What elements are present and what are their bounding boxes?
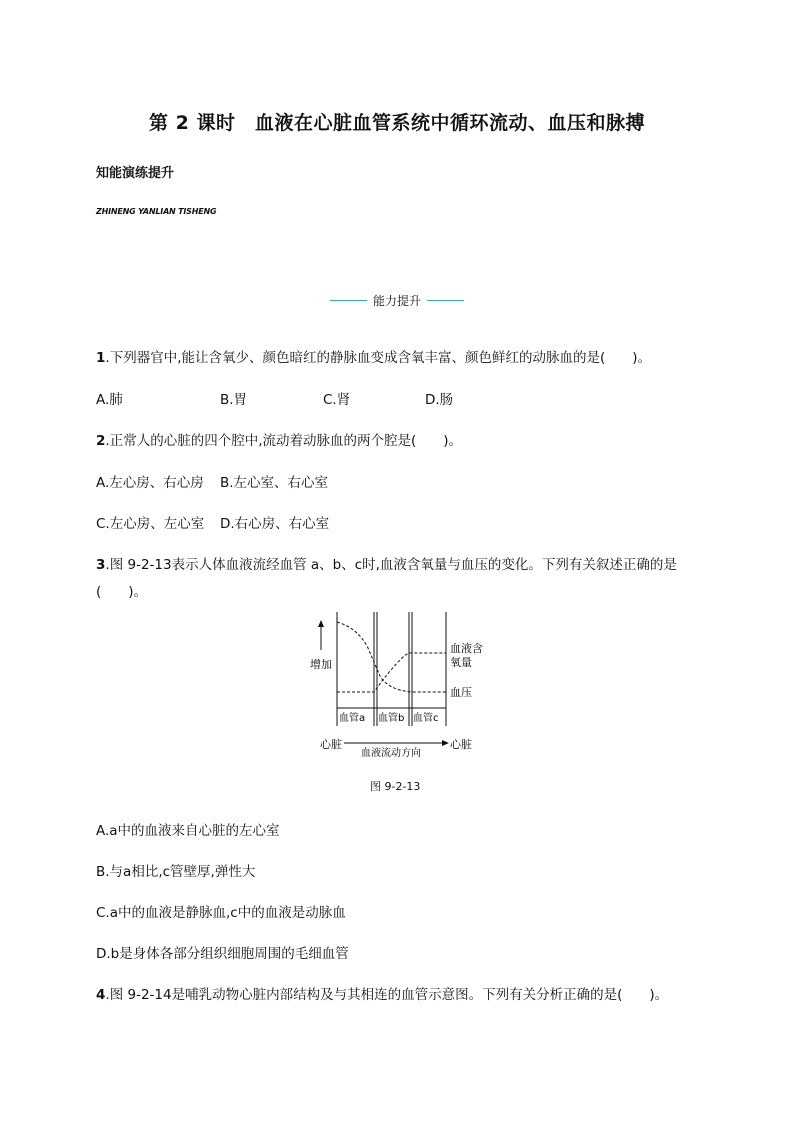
figure-9-2-13 (300, 612, 500, 762)
vessel-c-label: 血管c (413, 713, 439, 724)
blood-oxygen-curve (337, 653, 446, 692)
question-3-option-a: A.a中的血液来自心脏的左心室 (96, 823, 280, 839)
question-2-option-a: A.左心房、右心房 (96, 475, 204, 491)
question-number: 1 (96, 350, 106, 366)
oxygen-label-line-2: 氧量 (450, 656, 472, 669)
divider-label: 能力提升 (372, 294, 421, 308)
question-3-option-b: B.与a相比,c管壁厚,弹性大 (96, 864, 256, 880)
question-number: 4 (96, 987, 106, 1003)
question-2-option-d: D.右心房、右心室 (220, 516, 330, 532)
question-stem: .图 9-2-13表示人体血液流经血管 a、b、c时,血液含氧量与血压的变化。下列有关叙述正确的是 (105, 557, 677, 573)
question-2-option-b: B.左心室、右心室 (220, 475, 329, 491)
blood-pressure-curve (337, 622, 446, 692)
section-pinyin: ZHINENG YANLIAN TISHENG (96, 207, 217, 216)
lesson-title: 第 2 课时 血液在心脏血管系统中循环流动、血压和脉搏 (149, 112, 645, 134)
question-2 (96, 429, 462, 449)
flow-direction-label: 血液流动方向 (361, 748, 421, 759)
oxygen-label-line-1: 血液含 (450, 642, 483, 655)
question-1 (96, 346, 651, 366)
question-number: 2 (96, 433, 106, 449)
question-stem: .下列器官中,能让含氧少、颜色暗红的静脉血变成含氧丰富、颜色鲜红的动脉血的是( )。 (105, 350, 652, 366)
flow-start-label: 心脏 (320, 738, 342, 751)
vessel-a-label: 血管a (339, 713, 366, 724)
y-axis-arrow-head (318, 620, 324, 627)
question-stem: .正常人的心脏的四个腔中,流动着动脉血的两个腔是( )。 (105, 433, 463, 449)
section-label: 知能演练提升 (96, 166, 175, 181)
divider-line-right (427, 300, 464, 301)
question-3 (96, 553, 677, 573)
question-4 (96, 983, 668, 1003)
question-stem: .图 9-2-14是哺乳动物心脏内部结构及与其相连的血管示意图。下列有关分析正确的是( )。 (105, 987, 669, 1003)
question-3-option-c: C.a中的血液是静脉血,c中的血液是动脉血 (96, 905, 346, 921)
section-divider (330, 292, 464, 310)
vessel-b-label: 血管b (378, 713, 405, 724)
figure-caption: 图 9-2-13 (370, 780, 421, 793)
question-1-option-a: A.肺 (96, 392, 123, 408)
flow-end-label: 心脏 (450, 738, 472, 751)
pressure-label: 血压 (450, 686, 472, 699)
question-3-stem-continuation: ( )。 (96, 584, 148, 600)
question-1-option-d: D.肠 (425, 392, 454, 408)
y-axis-label: 增加 (310, 658, 332, 671)
question-2-option-c: C.左心房、左心室 (96, 516, 205, 532)
question-1-option-b: B.胃 (220, 392, 248, 408)
question-3-option-d: D.b是身体各部分组织细胞周围的毛细血管 (96, 946, 349, 962)
flow-arrow-head (442, 740, 449, 746)
question-number: 3 (96, 557, 106, 573)
question-1-option-c: C.肾 (323, 392, 351, 408)
